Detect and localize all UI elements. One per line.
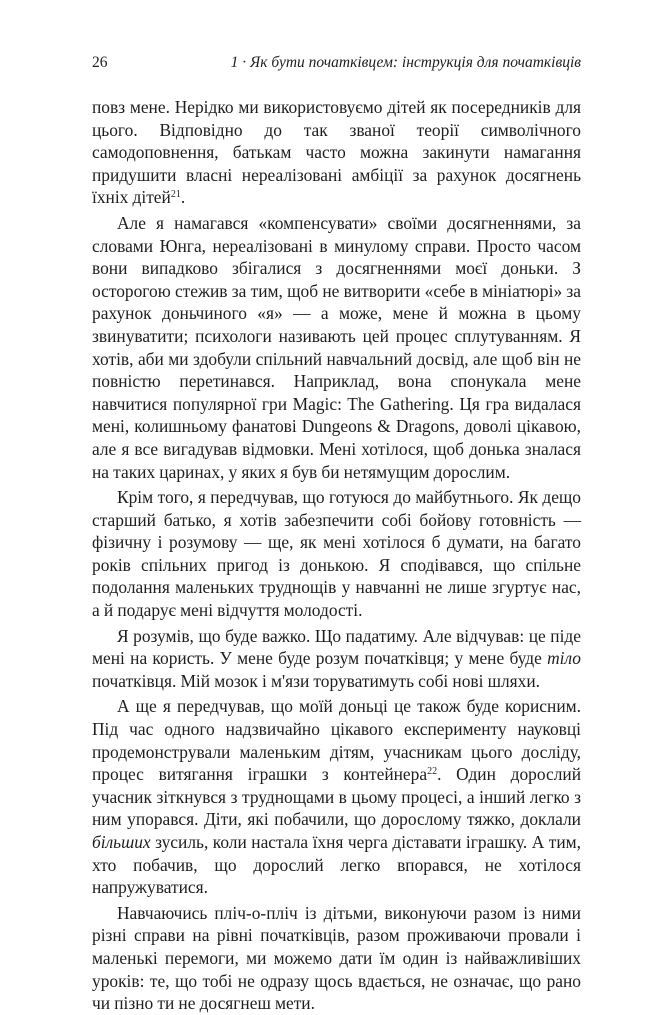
paragraph-5-emphasis: більших <box>92 832 151 852</box>
paragraph-5-middle: . Один дорослий учасник зіткнувся з труднощами в цьому процесі, а інший легко з ним упорався. Діти, які побачили, що дорослому тяжко, доклали <box>92 764 581 830</box>
paragraph-4-emphasis: тіло <box>547 648 581 669</box>
page-header <box>92 53 581 73</box>
running-title: 1 · Як бути початківцем: інструкція для початківців <box>230 54 581 71</box>
paragraph-4 <box>92 625 581 693</box>
paragraph-1 <box>92 96 581 209</box>
paragraph-2: Але я намагався «компенсувати» своїми досягненнями, за словами Юнга, нереалізовані в минулому справи. Просто часом вони випадково збігалися з досягненнями моєї доньки. З осторогою стежив за тим, щоб не витворити «себе в мініатюрі» за рахунок доньчиного «я» — а може, мене й можна в цьому звинуватити; психологи називають цей процес сплутуванням. Я хотів, аби ми здобули спільний навчальний досвід, але щоб він не повністю перетинався. Наприклад, вона спонукала мене навчитися популярної гри Magic: The Gathering. Ця гра видалася мені, колишньому фанатові Dungeons & Dragons, доволі цікавою, але я все вигадував відмовки. Мені хотілося, щоб донька зналася на таких царинах, у яких я був би нетямущим дорослим. <box>92 212 581 482</box>
footnote-ref-22: 22 <box>427 766 438 778</box>
paragraph-5-end: зусиль, коли настала їхня черга діставати іграшку. А тим, хто побачив, що дорослий легко впорався, не хотілося напружуватися. <box>92 832 581 898</box>
paragraph-3: Крім того, я передчував, що готуюся до майбутнього. Як дещо старший батько, я хотів забезпечити собі бойову готовність — фізичну і розумову — ще, як мені хотілося б думати, на багато років спільних пригод із донькою. Я сподівався, що спільне подолання маленьких труднощів у навчанні не лише згуртує нас, а й подарує мені відчуття молодості. <box>92 487 581 621</box>
body-text <box>92 96 581 1015</box>
paragraph-1-end: . <box>180 187 186 208</box>
paragraph-6: Навчаючись пліч-о-пліч із дітьми, виконуючи разом із ними різні справи на рівні початківців, разом проживаючи провали і маленькі перемоги, ми можемо дати їм один із найважливіших уроків: те, що тобі не одразу щось вдається, не означає, що рано чи пізно ти не досягнеш мети. <box>92 902 581 1014</box>
page-number: 26 <box>92 54 108 71</box>
paragraph-5 <box>92 695 581 898</box>
paragraph-4-end: початківця. Мій мозок і м'язи торуватимуть собі нові шляхи. <box>92 670 541 691</box>
paragraph-4-text: Я розумів, що буде важко. Що падатиму. Але відчував: це піде мені на користь. У мене буде розум початківця; у мене буде <box>92 625 581 669</box>
footnote-ref-21: 21 <box>170 189 181 201</box>
paragraph-5-text: А ще я передчував, що моїй доньці це також буде корисним. Під час одного надзвичайно цікавого експерименту науковці продемонстрували маленьким дітям, учасникам цього досліду, процес витягання іграшки з контейнера <box>92 696 581 785</box>
paragraph-1-text: повз мене. Нерідко ми використовуємо дітей як посередників для цього. Відповідно до так званої теорії символічного самодоповнення, батькам часто можна закинути намагання придушити власні нереалізовані амбіції за рахунок досягнень їхніх дітей <box>92 97 581 208</box>
